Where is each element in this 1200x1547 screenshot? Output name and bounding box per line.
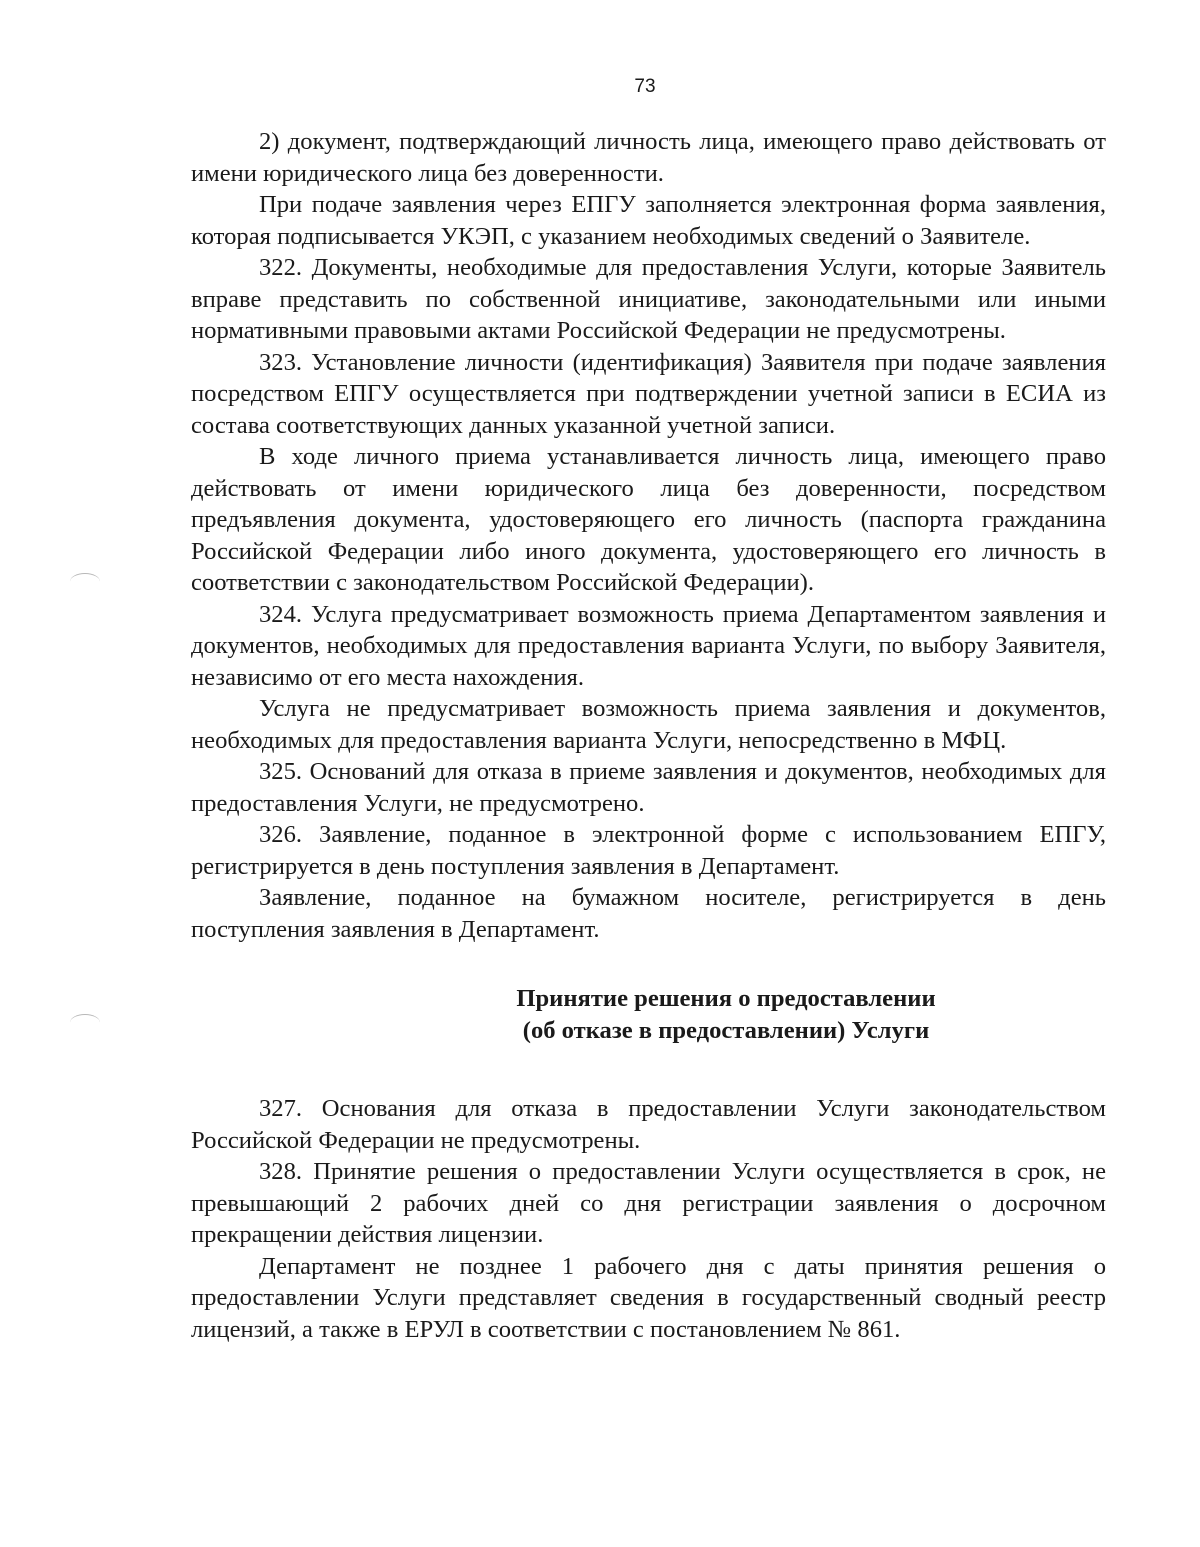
paragraph: 2) документ, подтверждающий личность лица, имеющего право действовать от имени юридического лица без доверенности. <box>191 128 1106 187</box>
paragraph: Департамент не позднее 1 рабочего дня с даты принятия решения о предоставлении Услуги представляет сведения в государственный сводный реестр лицензий, а также в ЕРУЛ в соответствии с постановлением № 861. <box>191 1252 1106 1343</box>
paragraph: 325. Оснований для отказа в приеме заявления и документов, необходимых для предоставления Услуги, не предусмотрено. <box>191 758 1106 817</box>
paragraph: При подаче заявления через ЕПГУ заполняется электронная форма заявления, которая подписывается УКЭП, с указанием необходимых сведений о Заявителе. <box>191 191 1106 250</box>
paragraph: 322. Документы, необходимые для предоставления Услуги, которые Заявитель вправе представить по собственной инициативе, законодательными или иными нормативными правовыми актами Российской Федерации не предусмотрены. <box>191 254 1106 344</box>
section-heading-line: (об отказе в предоставлении) Услуги <box>522 1016 930 1044</box>
paragraph: 327. Основания для отказа в предоставлении Услуги законодательством Российской Федерации не предусмотрены. <box>191 1095 1106 1154</box>
paragraph: 326. Заявление, поданное в электронной форме с использованием ЕПГУ, регистрируется в день поступления заявления в Департамент. <box>191 821 1106 880</box>
paragraph: Заявление, поданное на бумажном носителе, регистрируется в день поступления заявления в Департамент. <box>191 884 1106 943</box>
paragraph: В ходе личного приема устанавливается личность лица, имеющего право действовать от имени юридического лица без доверенности, посредством предъявления документа, удостоверяющего его личность (паспорта гражданина Российской Федерации либо иного документа, удостоверяющего его личность в соответствии с законодательством Российской Федерации). <box>191 443 1106 596</box>
paragraph: 328. Принятие решения о предоставлении Услуги осуществляется в срок, не превышающий 2 рабочих дней со дня регистрации заявления о досрочном прекращении действия лицензии. <box>191 1158 1106 1248</box>
scan-artifact-mark <box>70 573 100 590</box>
section-heading-line: Принятие решения о предоставлении <box>516 985 936 1012</box>
document-body <box>191 126 1106 1345</box>
paragraph: Услуга не предусматривает возможность приема заявления и документов, необходимых для предоставления варианта Услуги, непосредственно в МФЦ. <box>191 695 1106 754</box>
paragraph: 324. Услуга предусматривает возможность приема Департаментом заявления и документов, необходимых для предоставления варианта Услуги, по выбору Заявителя, независимо от его места нахождения. <box>191 600 1106 691</box>
page-number: 73 <box>634 76 656 97</box>
scan-artifact-mark <box>70 1014 100 1031</box>
paragraph: 323. Установление личности (идентификация) Заявителя при подаче заявления посредством ЕПГУ осуществляется при подтверждении учетной записи в ЕСИА из состава соответствующих данных указанной учетной записи. <box>191 348 1106 439</box>
section-heading <box>191 983 1106 1046</box>
